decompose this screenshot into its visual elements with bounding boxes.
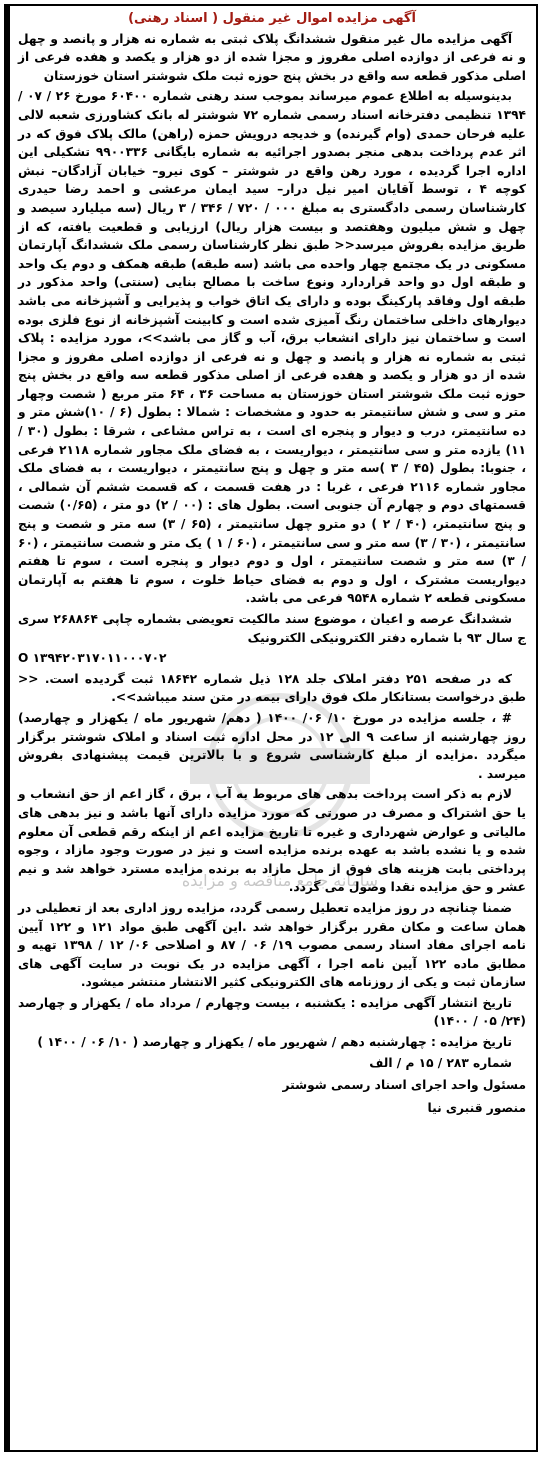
reference-number: شماره ۲۸۳ / ۱۵ م / الف [369, 1055, 512, 1070]
signature-name: منصور قنبری نیا [427, 1100, 526, 1115]
notice-frame [4, 4, 538, 1452]
paragraph-subject: آگهی مزایده مال غیر منقول ششدانگ پلاک ثبتی به شماره نه هزار و پانصد و چهل و نه فرعی از دوازده اصلی مفروز و مجزا شده از دو هزار و یکصد و هفده فرعی از اصلی مذکور قطعه سه واقع در بخش پنج حوزه ثبت ملک شوشتر استان خوزستان [18, 31, 526, 83]
paragraph-details: بدینوسیله به اطلاع عموم میرساند بموجب سند رهنی شماره ۶۰۴۰۰ مورخ ۲۶ / ۰۷ / ۱۳۹۴ تنظیمی دفترخانه اسناد رسمی شماره ۷۲ شوشتر له بانک کشاورزی شعبه لالی علیه فرحان حمدی (وام گیرنده) و خدیجه درویش حمزه (راهن) مالک پلاک فوق که در اثر عدم پرداخت بدهی منجر بصدور اجرائیه به شماره بایگانی ۹۹۰۰۳۳۶ تشکیلی این اداره اجرا گردیده ، مورد رهن واقع در شوشتر – کوی نیرو– خیابان آزادگان– نبش کوچه ۴ ، توسط آقایان امیر نیل درار– سید ایمان مرعشی و احمد رضا حیدری کارشناسان رسمی دادگستری به مبلغ ۰۰۰ / ۷۲۰ / ۳۴۶ / ۳ ریال (سه میلیارد سیصد و چهل و شش میلیون وهفتصد و بیست هزار ریال) ارزیابی و قطعیت یافته، که از طریق مزایده بفروش میرسد<< طبق نظر کارشناسان رسمی ملک ششدانگ آپارتمان مسکونی در یک مجتمع چهار واحده می باشد (سه طبقه) طبقه همکف و دوم یک واحد و طبقه اول دو واحد قراردارد ونوع ساخت با مصالح بنایی (سنتی) واحد مذکور در طبقه اول وفاقد پارکینگ بوده و دارای یک اتاق خواب و پذیرایی و آشپزخانه می باشد دیوارهای داخلی ساختمان رنگ آمیزی شده است و کابینت آشپزخانه از نوع فلزی بوده است و ساختمان نیز دارای انشعاب برق، آب و گاز می باشد>>، مورد مزایده : پلاک ثبتی به شماره نه هزار و پانصد و چهل و نه فرعی از دوازده اصلی مفروز و مجزا شده از دو هزار و یکصد و هفده فرعی از اصلی مذکور قطعه سه واقع در بخش پنج حوزه ثبت ملک شوشتر استان خوزستان به مساحت ۳۶ ، ۶۴ متر مربع ( شصت وچهار متر و سی و شش سانتیمتر به حدود و مشخصات : شمالا : بطول (۶ / ۱۰)شش متر و ده سانتیمتر، درب و دیوار و پنجره ای است ، به تراس مشاعی ، شرقا : بطول (۳۰ / ۱۱) یازده متر و سی سانتیمتر ، دیواریست ، به فضای ملک مجاور شماره ۲۱۱۸ فرعی ، جنوبا: بطول (۴۵ / ۳ )سه متر و چهل و پنج سانتیمتر ، دیواریست ، به فضای ملک مجاور شماره ۲۱۱۶ فرعی ، غربا : در هفت قسمت ، که قسمت ششم آن شمالی ، قسمتهای دوم و چهارم آن جنوبی است. بطول های : (۰۰ / ۲) دو متر ، (۰/۶۵) شصت و پنج سانتیمتر، (۴۰ / ۲ ) دو مترو چهل سانتیمتر ، (۶۵ / ۳) سه متر و شصت و پنج سانتیمتر ، (۳۰ / ۳) سه متر و سی سانتیمتر ، (۶۰ / ۱ ) یک متر و شصت سانتیمتر ، (۶۰ / ۳) سه متر و شصت سانتیمتر ، اول و دوم دیوار و پنجره است ، سوم تا هفتم دیواریست مشترک ، اول و دوم به فضای حیاط خلوت ، سوم تا هفتم به آپارتمان مسکونی قطعه ۲ شماره ۹۵۴۸ فرعی می باشد. [18, 89, 527, 606]
notice-title: آگهی مزایده اموال غیر منقول ( اسناد رهنی) [128, 11, 416, 26]
watermark-text: سامانه جامع مناقصه و مزایده [181, 871, 379, 890]
paragraph-costs: لازم به ذکر است پرداخت بدهی های مربوط به آب ، برق ، گاز اعم از حق انشعاب و یا حق اشتراک و مصرف در صورتی که مورد مزایده دارای آنها باشد و نیز بدهی های مالیاتی و عوارض شهرداری و غیره تا تاریخ مزایده اعم از اینکه رقم قطعی آن معلوم شده و یا نشده باشد به عهده برنده مزایده است و نیز در صورت وجود مازاد ، وجوه پرداختی بابت هزینه های فوق از محل مازاد به برنده مزایده مسترد خواهد شد و نیم عشر و حق مزایده نقدا وصول می گردد. [18, 787, 526, 895]
publish-date: تاریخ انتشار آگهی مزایده : یکشنبه ، بیست وچهارم / مرداد ماه / یکهزار و چهارصد (۲۴/ ۰۵ / ۱۴۰۰) [18, 995, 526, 1029]
auction-date: تاریخ مزایده : چهارشنبه دهم / شهریور ماه / یکهزار و چهارصد ( ۱۰/ ۰۶ / ۱۴۰۰ ) [37, 1035, 512, 1050]
paragraph-holiday: ضمنا چنانچه در روز مزایده تعطیل رسمی گردد، مزایده روز اداری بعد از تعطیلی در همان ساعت و مکان مقرر برگزار خواهد شد .این آگهی طبق مواد ۱۲۱ و ۱۲۲ آیین نامه اجرای مفاد اسناد رسمی مصوب ۱۹/ ۰۶ / ۸۷ و اصلاحی ۰۶/ ۱۲ / ۱۳۹۸ تهیه و مطابق ماده ۱۲۲ آیین نامه اجرا ، آگهی مزایده در یک نوبت در سایت آگهی های سازمان ثبت و یکی از روزنامه های الکترونیکی کثیر الانتشار منتشر میشود. [18, 900, 526, 990]
electronic-number: O ۱۳۹۴۲۰۳۱۷۰۱۱۰۰۰۷۰۲ [18, 651, 167, 666]
signature-title: مسئول واحد اجرای اسناد رسمی شوشتر [282, 1078, 526, 1093]
notice-body [18, 10, 526, 1446]
paragraph-deed: ششدانگ عرصه و اعیان ، موضوع سند مالکیت تعویضی بشماره چاپی ۲۶۸۸۶۴ سری ج سال ۹۳ با شماره دفتر الکترونیکی الکترونیک [18, 612, 526, 645]
paragraph-session: # ، جلسه مزایده در مورخ ۱۰/ ۰۶/ ۱۴۰۰ ( دهم/ شهریور ماه / یکهزار و چهارصد) روز چهارشنبه از ساعت ۹ الی ۱۲ در محل اداره ثبت اسناد و املاک شوشتر برگزار میگردد .مزایده از مبلغ کارشناسی شروع و با بالاترین قیمت پیشنهادی بفروش میرسد . [18, 710, 527, 781]
paragraph-registry: که در صفحه ۲۵۱ دفتر املاک جلد ۱۲۸ ذیل شماره ۱۸۶۴۲ ثبت گردیده است. << طبق درخواست بستانکار ملک فوق دارای بیمه در متن سند میباشد>>. [18, 671, 526, 705]
